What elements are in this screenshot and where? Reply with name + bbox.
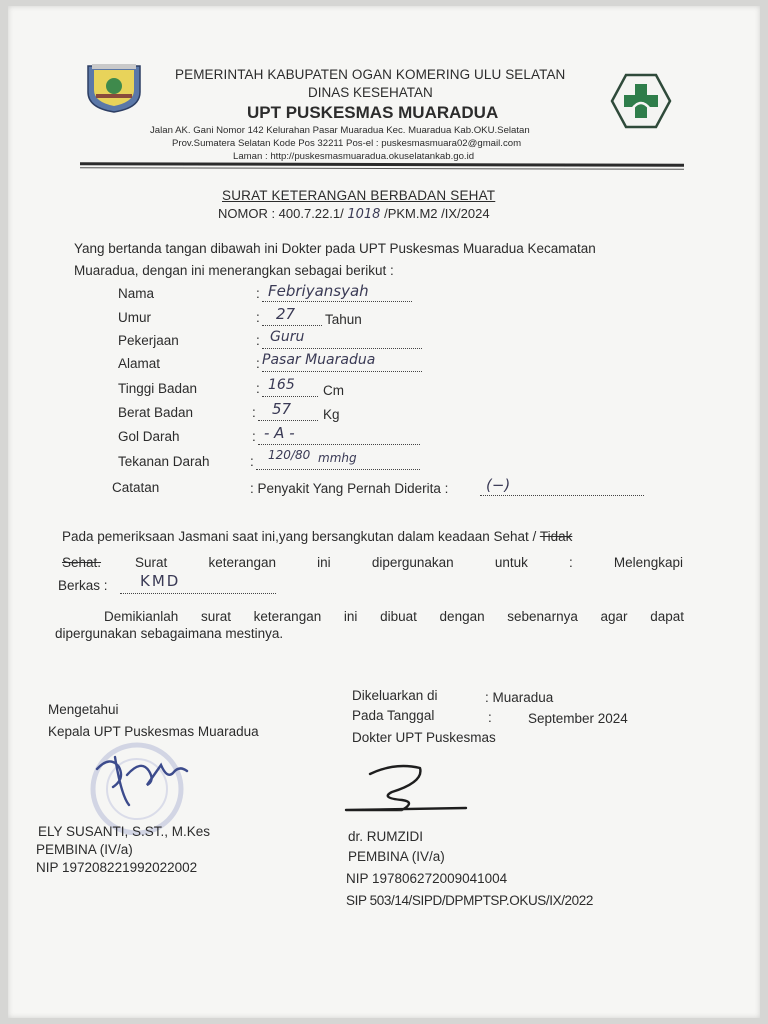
pekerjaan-dotted-line [262,347,422,349]
issued-place-label: Dikeluarkan di [352,688,438,703]
header-institution: UPT PUSKESMAS MUARADUA [247,103,499,122]
nama-value: Febriyansyah [268,282,369,300]
catatan-text: : Penyakit Yang Pernah Diderita : [250,481,449,496]
right-signer-sip: SIP 503/14/SIPD/DPMPTSP.OKUS/IX/2022 [346,893,593,908]
result-struck-word1: Tidak [539,529,573,544]
berat-dotted-line [258,419,318,421]
intro-line1: Yang bertanda tangan dibawah ini Dokter pada UPT Puskesmas Muaradua Kecamatan [74,241,596,256]
left-role: Kepala UPT Puskesmas Muaradua [48,724,259,739]
gol-darah-value: - A - [264,424,295,442]
puskesmas-logo [610,73,672,129]
doctor-signature [340,760,475,820]
tinggi-unit: Cm [323,383,344,398]
tinggi-dotted-line [262,395,318,397]
header-government: PEMERINTAH KABUPATEN OGAN KOMERING ULU SELATAN [175,67,566,82]
purpose-word: Surat [135,555,168,570]
header-address-line3: Laman : http://puskesmasmuaradua.okuselatankab.go.id [233,151,475,162]
left-signer-rank: PEMBINA (IV/a) [36,842,133,857]
catatan-value: (−) [486,476,511,494]
umur-unit: Tahun [325,312,362,327]
right-signer-rank: PEMBINA (IV/a) [348,849,445,864]
catatan-dotted-line [480,494,644,496]
nama-colon: : [256,286,260,301]
official-stamp [55,735,220,835]
issued-date-label: Pada Tanggal [352,708,435,723]
letter-number [218,206,490,222]
umur-dotted-line [262,324,322,326]
gol-darah-label: Gol Darah [118,429,180,444]
letter-title: SURAT KETERANGAN BERBADAN SEHAT [222,188,496,203]
tekanan-darah-label: Tekanan Darah [118,454,210,469]
issued-role: Dokter UPT Puskesmas [352,730,496,745]
umur-label: Umur [118,310,151,325]
right-signer-nip: NIP 197806272009041004 [346,871,508,886]
pekerjaan-value: Guru [270,329,305,345]
tekanan-darah-unit: mmhg [318,451,357,465]
purpose-word: keterangan [208,555,276,570]
letter-number-prefix: NOMOR : 400.7.22.1/ [218,206,344,221]
tinggi-label: Tinggi Badan [118,381,198,396]
purpose-line [135,555,683,570]
left-signer-nip: NIP 197208221992022002 [36,860,198,875]
purpose-word: ini [317,555,331,570]
tekanan-darah-value: 120/80 [268,448,311,462]
result-struck-word2: Sehat. [62,555,102,570]
left-acknowledge: Mengetahui [48,702,119,717]
berat-label: Berat Badan [118,405,194,420]
gol-darah-colon: : [252,429,256,444]
nama-label: Nama [118,286,155,301]
right-signer-name: dr. RUMZIDI [348,829,424,844]
alamat-colon: : [256,356,260,371]
closing-line1: Demikianlah surat keterangan ini dibuat dengan sebenarnya agar dapat [104,609,684,624]
header-department: DINAS KESEHATAN [308,85,433,100]
tinggi-value: 165 [268,377,295,393]
letter-number-handwritten: 1018 [347,207,381,222]
alamat-label: Alamat [118,356,161,371]
result-statement [62,529,572,544]
umur-colon: : [256,310,260,325]
left-signer-name: ELY SUSANTI, S.ST., M.Kes [38,824,211,839]
issued-date-colon: : [488,710,492,725]
alamat-dotted-line [262,370,422,372]
tekanan-darah-dotted-line [256,468,420,470]
tinggi-colon: : [256,381,260,396]
purpose-word: untuk [494,555,528,570]
nama-dotted-line [262,300,412,302]
berat-unit: Kg [323,407,340,422]
header-address-line2: Prov.Sumatera Selatan Kode Pos 32211 Pos-el : puskesmasmuara02@gmail.com [172,138,522,149]
issued-place-value: : Muaradua [485,690,554,705]
berkas-dotted-line [120,592,276,594]
berkas-label: Berkas : [58,578,108,593]
pekerjaan-label: Pekerjaan [118,333,179,348]
tekanan-darah-colon: : [250,454,254,469]
berat-value: 57 [272,400,292,418]
purpose-word: Melengkapi [613,555,683,570]
letter-number-suffix: /PKM.M2 /IX/2024 [384,206,490,221]
purpose-word: dipergunakan [371,555,454,570]
berat-colon: : [252,405,256,420]
intro-line2: Muaradua, dengan ini menerangkan sebagai berikut : [74,263,394,278]
result-statement-text: Pada pemeriksaan Jasmani saat ini,yang bersangkutan dalam keadaan Sehat / [62,529,537,544]
catatan-label: Catatan [112,480,160,495]
header-address-line1: Jalan AK. Gani Nomor 142 Kelurahan Pasar Muaradua Kec. Muaradua Kab.OKU.Selatan [150,125,530,136]
purpose-word: : [569,555,573,570]
regency-logo [84,62,144,114]
umur-value: 27 [276,305,296,323]
closing-line2: dipergunakan sebagaimana mestinya. [55,626,284,641]
pekerjaan-colon: : [256,333,260,348]
gol-darah-dotted-line [258,443,420,445]
alamat-value: Pasar Muaradua [262,352,376,368]
issued-date-value: September 2024 [528,711,628,726]
berkas-value: KMD [140,572,181,590]
